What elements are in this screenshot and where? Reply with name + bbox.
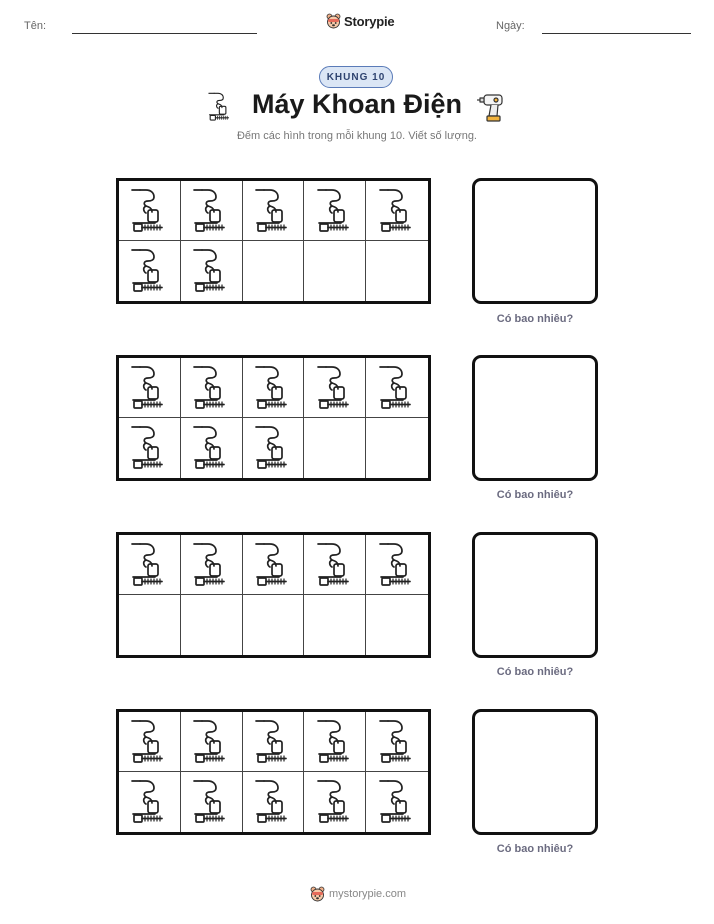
hand-drill-icon: [129, 539, 169, 591]
frame-cell: [119, 772, 181, 832]
instructions: Đếm các hình trong mỗi khung 10. Viết số lượng.: [236, 130, 477, 142]
hand-drill-icon: [191, 776, 231, 828]
hand-drill-icon: [315, 362, 355, 414]
frame-cell: [243, 241, 305, 301]
hand-drill-icon: [191, 539, 231, 591]
frame-cell: [243, 535, 305, 595]
frame-cell: [119, 712, 181, 772]
answer-box[interactable]: [472, 532, 598, 658]
hand-drill-icon: [253, 362, 293, 414]
frame-cell: [119, 535, 181, 595]
page-title: Máy Khoan Điện: [251, 89, 463, 119]
hand-drill-icon: [253, 776, 293, 828]
hand-drill-icon: [253, 539, 293, 591]
name-line[interactable]: [72, 33, 257, 34]
hand-drill-icon: [315, 539, 355, 591]
hand-drill-icon: [129, 776, 169, 828]
frame-cell: [181, 712, 243, 772]
frame-cell: [119, 358, 181, 418]
frame-cell: [243, 595, 305, 655]
question-label: Có bao nhiêu?: [496, 313, 574, 325]
hand-drill-icon: [129, 716, 169, 768]
question-label: Có bao nhiêu?: [496, 843, 574, 855]
hand-drill-icon: [377, 716, 417, 768]
hand-drill-icon: [377, 185, 417, 237]
hand-drill-icon: [191, 422, 231, 474]
hand-drill-icon: [129, 422, 169, 474]
frame-cell: [243, 418, 305, 478]
frame-cell: [243, 772, 305, 832]
brand-name: Storypie: [344, 13, 395, 29]
frame-cell: [243, 712, 305, 772]
hand-drill-icon: [129, 245, 169, 297]
footer: [310, 886, 406, 902]
hand-drill-icon: [129, 185, 169, 237]
answer-box[interactable]: [472, 178, 598, 304]
topic-badge: KHUNG 10: [319, 66, 393, 88]
hand-drill-icon: [129, 362, 169, 414]
frame-cell: [366, 535, 428, 595]
frame-cell: [304, 358, 366, 418]
frame-cell: [181, 181, 243, 241]
hand-drill-icon: [253, 185, 293, 237]
frame-cell: [366, 712, 428, 772]
frame-cell: [119, 418, 181, 478]
frame-cell: [304, 772, 366, 832]
ten-frame: [116, 355, 431, 481]
frame-cell: [304, 241, 366, 301]
ten-frame: [116, 709, 431, 835]
answer-box[interactable]: [472, 709, 598, 835]
frame-cell: [119, 595, 181, 655]
ten-frame: [116, 178, 431, 304]
question-label: Có bao nhiêu?: [496, 489, 574, 501]
frame-cell: [181, 418, 243, 478]
frame-cell: [304, 595, 366, 655]
hand-drill-icon: [377, 776, 417, 828]
frame-cell: [181, 358, 243, 418]
frame-cell: [366, 772, 428, 832]
hand-drill-icon: [191, 362, 231, 414]
frame-cell: [181, 241, 243, 301]
frame-cell: [304, 181, 366, 241]
hand-drill-icon: [315, 716, 355, 768]
frame-cell: [181, 535, 243, 595]
bear-mascot-icon: [326, 13, 341, 29]
date-label: Ngày:: [496, 20, 525, 32]
hand-drill-icon: [191, 716, 231, 768]
power-drill-icon: [476, 92, 508, 122]
hand-drill-icon: [191, 245, 231, 297]
frame-cell: [243, 358, 305, 418]
name-label: Tên:: [24, 20, 47, 32]
hand-drill-icon: [377, 362, 417, 414]
bear-mascot-icon: [310, 886, 325, 902]
ten-frame: [116, 532, 431, 658]
frame-cell: [243, 181, 305, 241]
question-label: Có bao nhiêu?: [496, 666, 574, 678]
frame-cell: [304, 418, 366, 478]
footer-url: mystorypie.com: [329, 888, 407, 900]
hand-drill-icon: [377, 539, 417, 591]
brand-logo: [326, 13, 394, 29]
frame-cell: [181, 772, 243, 832]
frame-cell: [119, 181, 181, 241]
date-line[interactable]: [542, 33, 691, 34]
answer-box[interactable]: [472, 355, 598, 481]
frame-cell: [119, 241, 181, 301]
frame-cell: [366, 358, 428, 418]
hand-drill-icon: [253, 422, 293, 474]
hand-drill-icon: [253, 716, 293, 768]
frame-cell: [366, 418, 428, 478]
hand-drill-icon: [315, 776, 355, 828]
frame-cell: [181, 595, 243, 655]
hand-drill-icon: [315, 185, 355, 237]
frame-cell: [366, 595, 428, 655]
frame-cell: [366, 241, 428, 301]
frame-cell: [366, 181, 428, 241]
frame-cell: [304, 712, 366, 772]
frame-cell: [304, 535, 366, 595]
hand-drill-icon: [191, 185, 231, 237]
